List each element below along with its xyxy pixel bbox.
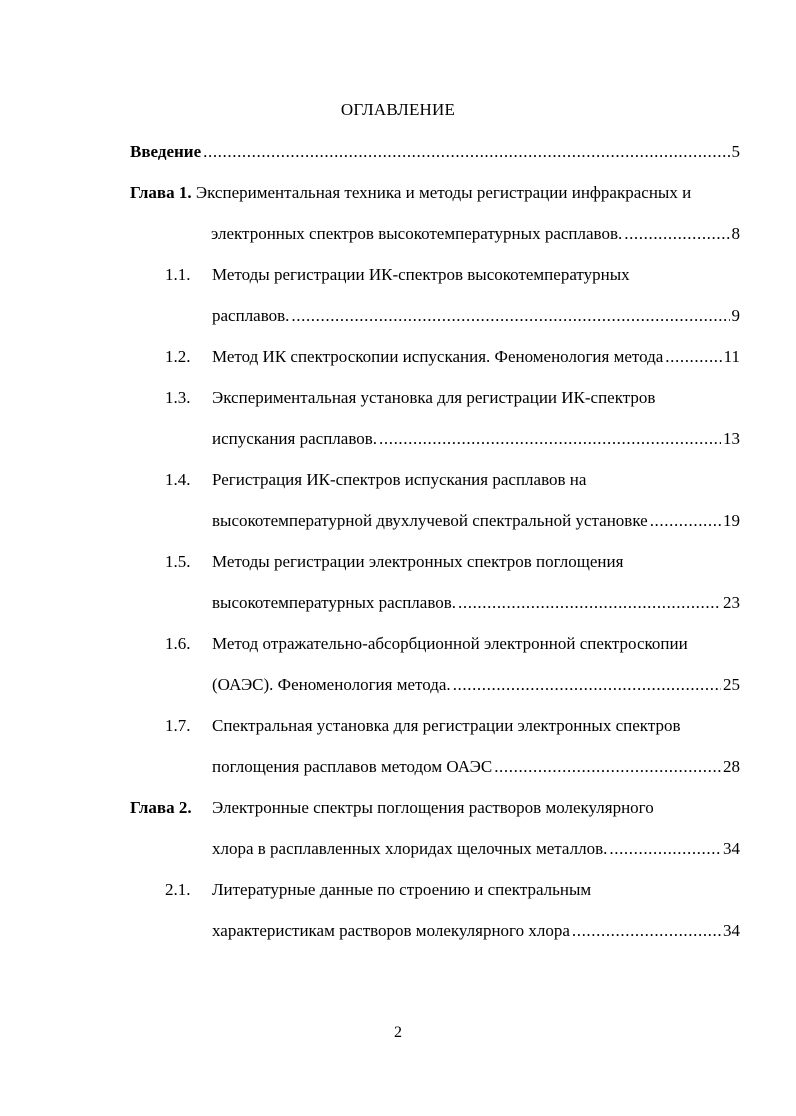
toc-page-number: 34 xyxy=(723,921,740,940)
toc-chapter-1-continuation[interactable] xyxy=(211,224,740,244)
toc-section-1-4-line1[interactable]: Регистрация ИК-спектров испускания расплавов на xyxy=(212,470,587,489)
toc-section-1-7-line2[interactable] xyxy=(212,757,740,777)
toc-page-number: 5 xyxy=(731,142,740,161)
toc-section-2-1-line1[interactable]: Литературные данные по строению и спектральным xyxy=(212,880,592,899)
toc-section-1-6-line2[interactable] xyxy=(212,675,740,695)
toc-chapter-prefix: Глава 1. xyxy=(130,183,192,202)
toc-section-number: 1.7. xyxy=(165,716,191,735)
toc-page-number: 13 xyxy=(723,429,740,448)
toc-section-2-1-line2[interactable] xyxy=(212,921,740,941)
toc-chapter-title-line2: электронных спектров высокотемпературных расплавов. xyxy=(211,224,623,243)
toc-section-1-4-line2[interactable] xyxy=(212,511,740,531)
toc-page-number: 28 xyxy=(723,757,740,776)
dot-leader xyxy=(203,142,729,162)
dot-leader xyxy=(291,306,729,326)
toc-chapter-prefix: Глава 2. xyxy=(130,798,192,817)
dot-leader xyxy=(494,757,721,777)
toc-section-number: 1.1. xyxy=(165,265,191,284)
toc-section-text: высокотемпературной двухлучевой спектральной установке xyxy=(212,511,648,530)
toc-page-number: 8 xyxy=(731,224,740,243)
toc-section-number: 1.4. xyxy=(165,470,191,489)
toc-page-number: 23 xyxy=(723,593,740,612)
toc-section-number: 1.6. xyxy=(165,634,191,653)
toc-chapter-1-heading[interactable] xyxy=(130,183,691,203)
toc-chapter-title-line1: Экспериментальная техника и методы регистрации инфракрасных и xyxy=(191,183,692,202)
dot-leader xyxy=(458,593,721,613)
toc-section-number: 2.1. xyxy=(165,880,191,899)
toc-section-text: поглощения расплавов методом ОАЭС xyxy=(212,757,493,776)
dot-leader xyxy=(624,224,729,244)
toc-page-number: 34 xyxy=(723,839,740,858)
toc-chapter-title-line2: хлора в расплавленных хлоридах щелочных металлов. xyxy=(212,839,608,858)
toc-section-1-3-line2[interactable] xyxy=(212,429,740,449)
page-number-footer: 2 xyxy=(394,1024,402,1041)
dot-leader xyxy=(453,675,721,695)
toc-section-number: 1.5. xyxy=(165,552,191,571)
toc-chapter-2-continuation[interactable] xyxy=(212,839,740,859)
toc-section-1-5-line1[interactable]: Методы регистрации электронных спектров поглощения xyxy=(212,552,624,571)
toc-section-number: 1.3. xyxy=(165,388,191,407)
toc-section-text: испускания расплавов. xyxy=(212,429,378,448)
toc-chapter-2-heading[interactable]: Электронные спектры поглощения растворов молекулярного xyxy=(212,798,654,817)
toc-section-1-3-line1[interactable]: Экспериментальная установка для регистрации ИК-спектров xyxy=(212,388,656,407)
toc-page-number: 25 xyxy=(723,675,740,694)
toc-section-text: Метод ИК спектроскопии испускания. Феноменология метода xyxy=(212,347,664,366)
toc-page-number: 9 xyxy=(731,306,740,325)
toc-section-text: расплавов. xyxy=(212,306,290,325)
toc-section-1-1-line2[interactable] xyxy=(212,306,740,326)
toc-page-number: 11 xyxy=(723,347,740,366)
toc-section-number: 1.2. xyxy=(165,347,191,366)
dot-leader xyxy=(650,511,721,531)
dot-leader xyxy=(609,839,721,859)
toc-section-text: высокотемпературных расплавов. xyxy=(212,593,457,612)
page-title: ОГЛАВЛЕНИЕ xyxy=(340,100,456,119)
toc-entry-intro[interactable] xyxy=(130,142,740,162)
toc-page-number: 19 xyxy=(723,511,740,530)
toc-section-1-6-line1[interactable]: Метод отражательно-абсорбционной электронной спектроскопии xyxy=(212,634,688,653)
toc-section-1-1-line1[interactable]: Методы регистрации ИК-спектров высокотемпературных xyxy=(212,265,630,284)
dot-leader xyxy=(379,429,721,449)
toc-section-1-7-line1[interactable]: Спектральная установка для регистрации электронных спектров xyxy=(212,716,681,735)
toc-section-1-2[interactable] xyxy=(212,347,740,367)
dot-leader xyxy=(665,347,721,367)
toc-intro-label: Введение xyxy=(130,142,202,161)
toc-section-text: (ОАЭС). Феноменология метода. xyxy=(212,675,451,694)
toc-section-text: характеристикам растворов молекулярного хлора xyxy=(212,921,570,940)
dot-leader xyxy=(572,921,721,941)
toc-section-1-5-line2[interactable] xyxy=(212,593,740,613)
